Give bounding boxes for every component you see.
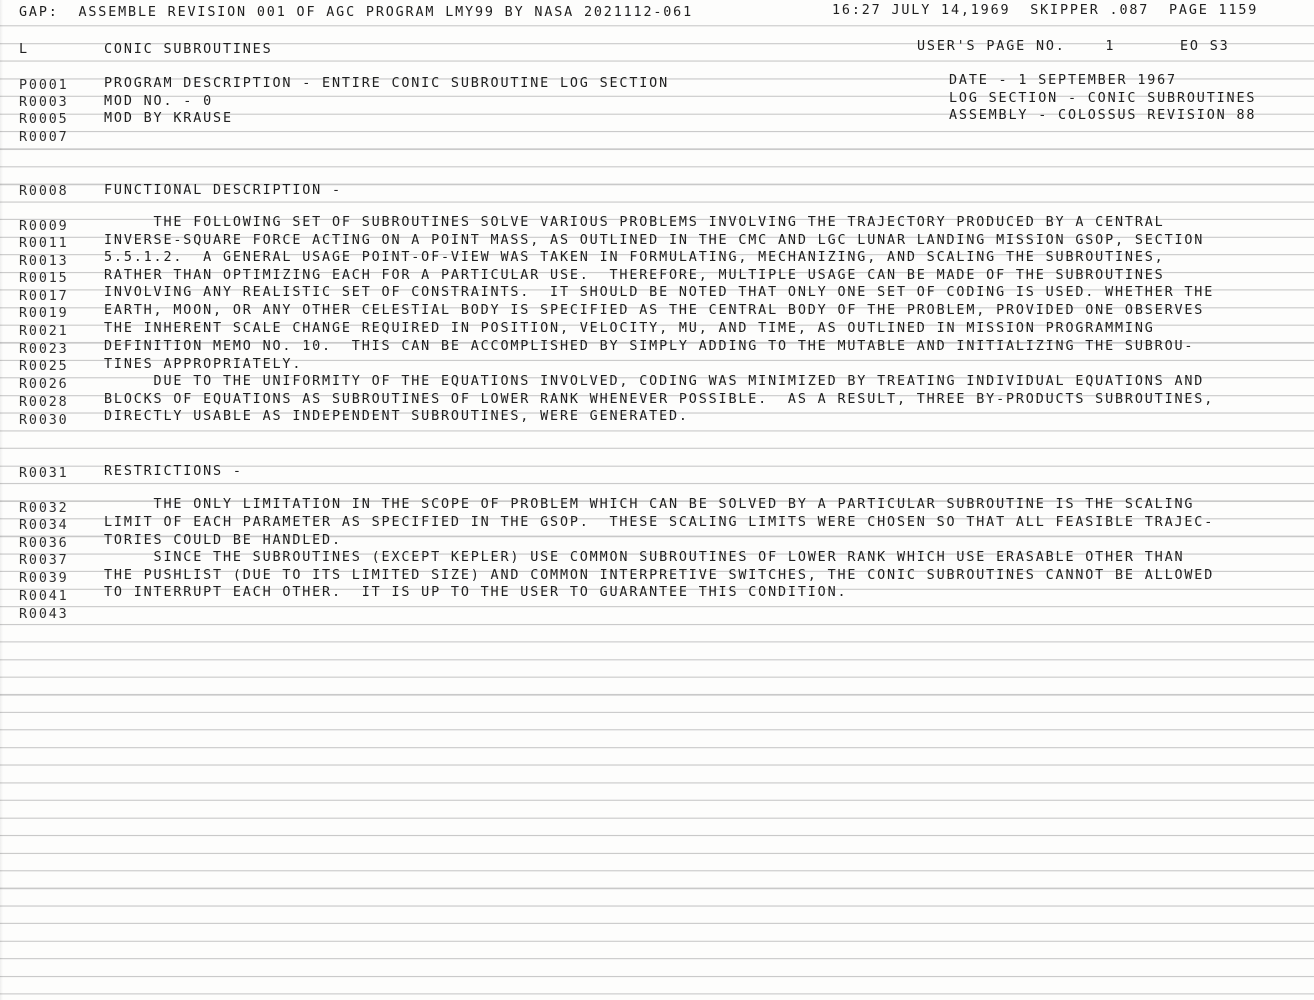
line-text: INVERSE-SQUARE FORCE ACTING ON A POINT MASS, AS OUTLINED IN THE CMC AND LGC LUNAR LANDING MISSION GSOP, SECTION — [104, 233, 1205, 248]
section-title: CONIC SUBROUTINES — [104, 42, 273, 57]
users-page-number: USER'S PAGE NO. 1 — [917, 39, 1116, 54]
meta-log-section: LOG SECTION - CONIC SUBROUTINES — [949, 91, 1257, 106]
line-number: P0001 — [19, 78, 69, 93]
line-text: RESTRICTIONS - — [104, 464, 243, 479]
line-number: R0039 — [19, 571, 69, 586]
line-text: TORIES COULD BE HANDLED. — [104, 533, 342, 548]
line-number: R0026 — [19, 377, 69, 392]
line-number: R0036 — [19, 536, 69, 551]
line-number: R0009 — [19, 219, 69, 234]
line-number: R0019 — [19, 306, 69, 321]
line-text: INVOLVING ANY REALISTIC SET OF CONSTRAINTS. IT SHOULD BE NOTED THAT ONLY ONE SET OF CODING IS USED. WHETHER THE — [104, 285, 1215, 300]
line-number: R0003 — [19, 95, 69, 110]
line-number: R0015 — [19, 271, 69, 286]
line-text: DUE TO THE UNIFORMITY OF THE EQUATIONS INVOLVED, CODING WAS MINIMIZED BY TREATING INDIVIDUAL EQUATIONS AND — [104, 374, 1205, 389]
line-number: R0031 — [19, 466, 69, 481]
line-number: R0030 — [19, 413, 69, 428]
line-text: DIRECTLY USABLE AS INDEPENDENT SUBROUTINES, WERE GENERATED. — [104, 409, 689, 424]
line-number: R0023 — [19, 342, 69, 357]
line-text: LIMIT OF EACH PARAMETER AS SPECIFIED IN THE GSOP. THESE SCALING LIMITS WERE CHOSEN SO THAT ALL FEASIBLE TRAJEC- — [104, 515, 1215, 530]
line-text: SINCE THE SUBROUTINES (EXCEPT KEPLER) USE COMMON SUBROUTINES OF LOWER RANK WHICH USE ERASABLE OTHER THAN — [104, 550, 1185, 565]
line-number: R0025 — [19, 359, 69, 374]
line-text: PROGRAM DESCRIPTION - ENTIRE CONIC SUBROUTINE LOG SECTION — [104, 76, 669, 91]
line-number: R0043 — [19, 607, 69, 622]
line-number: R0017 — [19, 289, 69, 304]
line-text: THE ONLY LIMITATION IN THE SCOPE OF PROBLEM WHICH CAN BE SOLVED BY A PARTICULAR SUBROUTINE IS THE SCALING — [104, 497, 1195, 512]
line-number: R0005 — [19, 112, 69, 127]
line-number: R0032 — [19, 501, 69, 516]
line-text: BLOCKS OF EQUATIONS AS SUBROUTINES OF LOWER RANK WHENEVER POSSIBLE. AS A RESULT, THREE BY-PRODUCTS SUBROUTINES, — [104, 392, 1215, 407]
line-number: R0007 — [19, 130, 69, 145]
line-text: 5.5.1.2. A GENERAL USAGE POINT-OF-VIEW WAS TAKEN IN FORMULATING, MECHANIZING, AND SCALING THE SUBROUTINES, — [104, 250, 1165, 265]
line-number: R0011 — [19, 236, 69, 251]
line-number: R0037 — [19, 553, 69, 568]
line-number: R0021 — [19, 324, 69, 339]
line-text: THE INHERENT SCALE CHANGE REQUIRED IN POSITION, VELOCITY, MU, AND TIME, AS OUTLINED IN MISSION PROGRAMMING — [104, 321, 1155, 336]
line-number: R0013 — [19, 254, 69, 269]
header-timestamp-page: 16:27 JULY 14,1969 SKIPPER .087 PAGE 1159 — [832, 3, 1259, 18]
meta-date: DATE - 1 SEPTEMBER 1967 — [949, 73, 1177, 88]
line-text: DEFINITION MEMO NO. 10. THIS CAN BE ACCOMPLISHED BY SIMPLY ADDING TO THE MUTABLE AND INITIALIZING THE SUBROU- — [104, 339, 1195, 354]
line-text: TINES APPROPRIATELY. — [104, 357, 303, 372]
line-number: R0028 — [19, 395, 69, 410]
line-text: MOD BY KRAUSE — [104, 111, 233, 126]
line-text: MOD NO. - 0 — [104, 94, 214, 109]
line-number: R0034 — [19, 518, 69, 533]
line-text: TO INTERRUPT EACH OTHER. IT IS UP TO THE USER TO GUARANTEE THIS CONDITION. — [104, 585, 848, 600]
eo-code: EO S3 — [1180, 39, 1230, 54]
line-text: FUNCTIONAL DESCRIPTION - — [104, 183, 342, 198]
line-text: RATHER THAN OPTIMIZING EACH FOR A PARTICULAR USE. THEREFORE, MULTIPLE USAGE CAN BE MADE OF THE SUBROUTINES — [104, 268, 1165, 283]
line-text: THE FOLLOWING SET OF SUBROUTINES SOLVE VARIOUS PROBLEMS INVOLVING THE TRAJECTORY PRODUCED BY A CENTRAL — [104, 215, 1165, 230]
line-number: R0041 — [19, 589, 69, 604]
line-text: EARTH, MOON, OR ANY OTHER CELESTIAL BODY IS SPECIFIED AS THE CENTRAL BODY OF THE PROBLEM, PROVIDED ONE OBSERVES — [104, 303, 1205, 318]
l-marker: L — [19, 42, 29, 57]
header-assembly-line: GAP: ASSEMBLE REVISION 001 OF AGC PROGRAM LMY99 BY NASA 2021112-061 — [19, 5, 694, 20]
line-number: R0008 — [19, 184, 69, 199]
line-text: THE PUSHLIST (DUE TO ITS LIMITED SIZE) AND COMMON INTERPRETIVE SWITCHES, THE CONIC SUBROUTINES CANNOT BE ALLOWED — [104, 568, 1215, 583]
meta-assembly: ASSEMBLY - COLOSSUS REVISION 88 — [949, 108, 1257, 123]
